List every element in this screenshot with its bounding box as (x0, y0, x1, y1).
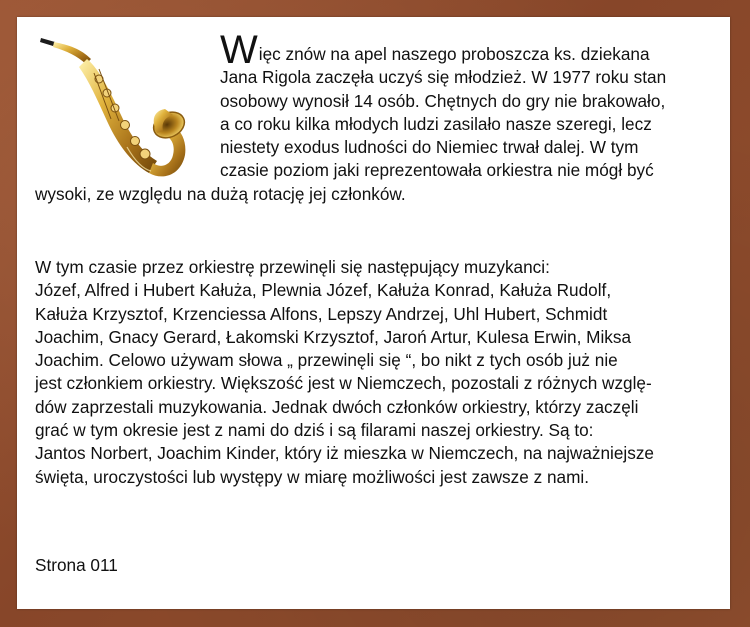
text-line: jest członkiem orkiestry. Większość jest w Niemczech, pozostali z różnych wzglę- (35, 373, 652, 394)
drop-cap: W (220, 28, 258, 72)
text-line: osobowy wynosił 14 osób. Chętnych do gry nie brakowało, (220, 90, 666, 111)
text-line: Józef, Alfred i Hubert Kałuża, Plewnia Józef, Kałuża Konrad, Kałuża Rudolf, (35, 280, 612, 301)
text-line: a co roku kilka młodych ludzi zasilało nasze szeregi, lecz (220, 113, 652, 134)
text-line: wysoki, ze względu na dużą rotację jej członków. (35, 183, 406, 204)
text-line: Jantos Norbert, Joachim Kinder, który iż mieszka w Niemczech, na najważniejsze (35, 443, 654, 464)
intro-first-line-text: ięc znów na apel naszego proboszcza ks. dziekana (258, 44, 650, 64)
intro-first-line (35, 28, 666, 72)
text-line: święta, uroczystości lub występy w miarę możliwości jest zawsze z nami. (35, 466, 589, 487)
document-page (17, 17, 730, 609)
text-line: W tym czasie przez orkiestrę przewinęli się następujący muzykanci: (35, 257, 550, 277)
text-line: Kałuża Krzysztof, Krzenciessa Alfons, Lepszy Andrzej, Uhl Hubert, Schmidt (35, 303, 608, 324)
page-number: Strona 011 (35, 555, 118, 575)
text-line: Joachim, Gnacy Gerard, Łakomski Krzysztof, Jaroń Artur, Kulesa Erwin, Miksa (35, 326, 632, 347)
text-line: grać w tym okresie jest z nami do dziś i są filarami naszej orkiestry. Są to: (35, 420, 594, 441)
intro-paragraph (35, 28, 667, 206)
musicians-paragraph (35, 256, 654, 489)
text-line: Joachim. Celowo używam słowa „ przewinęli się “, bo nikt z tych osób już nie (35, 350, 618, 371)
text-line: Jana Rigola zaczęła uczyś się młodzież. W 1977 roku stan (220, 67, 667, 88)
text-line: niestety exodus ludności do Niemiec trwał dalej. W tym (220, 137, 639, 158)
text-line: czasie poziom jaki reprezentowała orkiestra nie mógł być (220, 160, 654, 181)
text-line: dów zaprzestali muzykowania. Jednak dwóch członków orkiestry, którzy zaczęli (35, 396, 639, 417)
